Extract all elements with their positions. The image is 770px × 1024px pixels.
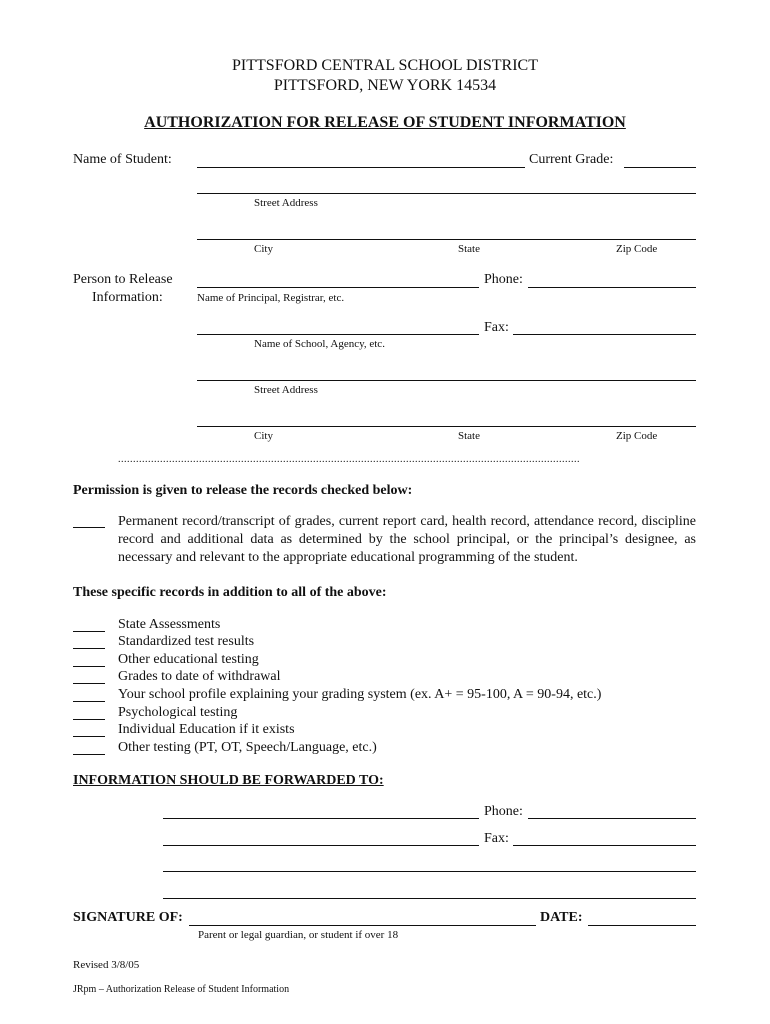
record-checkbox[interactable]: [73, 683, 105, 684]
record-item: Standardized test results: [118, 634, 255, 649]
principal-caption: Name of Principal, Registrar, etc.: [197, 292, 345, 304]
record-item: Individual Education if it exists: [118, 722, 295, 737]
student-state-caption: State: [458, 243, 480, 255]
school-name-field[interactable]: [197, 334, 479, 335]
release-zip-caption: Zip Code: [616, 430, 658, 442]
release-city-state-zip-field[interactable]: [197, 426, 696, 427]
release-phone-field[interactable]: [528, 287, 696, 288]
student-city-caption: City: [254, 243, 273, 255]
release-city-caption: City: [254, 430, 273, 442]
release-street-field[interactable]: [197, 380, 696, 381]
permission-heading: Permission is given to release the records checked below:: [73, 483, 413, 498]
forward-fax-field[interactable]: [513, 845, 696, 846]
signature-caption: Parent or legal guardian, or student if over 18: [198, 929, 399, 941]
form-title: AUTHORIZATION FOR RELEASE OF STUDENT INFORMATION: [144, 114, 626, 131]
permission-checkbox[interactable]: [73, 527, 105, 528]
record-checkbox[interactable]: [73, 631, 105, 632]
school-caption: Name of School, Agency, etc.: [254, 338, 385, 350]
student-street-field[interactable]: [197, 193, 696, 194]
forward-heading: INFORMATION SHOULD BE FORWARDED TO:: [73, 773, 384, 788]
district-address: PITTSFORD, NEW YORK 14534: [273, 77, 497, 94]
forward-address-field[interactable]: [163, 871, 696, 872]
dotted-separator: ..........................................................................................................................................................: [118, 454, 580, 465]
principal-name-field[interactable]: [197, 287, 479, 288]
student-street-caption: Street Address: [254, 197, 318, 209]
release-phone-label: Phone:: [484, 272, 523, 287]
forward-school-field[interactable]: [163, 845, 479, 846]
release-state-caption: State: [458, 430, 480, 442]
current-grade-label: Current Grade:: [529, 152, 614, 167]
release-street-caption: Street Address: [254, 384, 318, 396]
record-item: Psychological testing: [118, 705, 238, 720]
current-grade-field[interactable]: [624, 167, 696, 168]
document-id: JRpm – Authorization Release of Student Information: [73, 984, 290, 995]
district-name: PITTSFORD CENTRAL SCHOOL DISTRICT: [232, 57, 538, 74]
signature-field[interactable]: [189, 925, 536, 926]
student-city-state-zip-field[interactable]: [197, 239, 696, 240]
signature-label: SIGNATURE OF:: [73, 910, 183, 925]
record-item: Other testing (PT, OT, Speech/Language, etc.): [118, 740, 377, 755]
student-name-field[interactable]: [197, 167, 525, 168]
specific-records-heading: These specific records in addition to all of the above:: [73, 585, 387, 600]
student-name-label: Name of Student:: [73, 152, 172, 167]
record-item: Other educational testing: [118, 652, 259, 667]
record-checkbox[interactable]: [73, 719, 105, 720]
record-item: Your school profile explaining your grading system (ex. A+ = 95-100, A = 90-94, etc.): [118, 687, 602, 702]
release-fax-field[interactable]: [513, 334, 696, 335]
release-person-label: Person to Release: [73, 272, 173, 287]
record-item: Grades to date of withdrawal: [118, 669, 281, 684]
record-item: State Assessments: [118, 617, 221, 632]
forward-name-field[interactable]: [163, 818, 479, 819]
release-fax-label: Fax:: [484, 320, 509, 335]
record-checkbox[interactable]: [73, 701, 105, 702]
record-checkbox[interactable]: [73, 736, 105, 737]
permission-text: Permanent record/transcript of grades, current report card, health record, attendance record, discipline record and additional data as determined by the school principal, or the principal’s designee, as necessary and relevant to the appropriate educational programming of the student.: [118, 514, 696, 565]
record-checkbox[interactable]: [73, 666, 105, 667]
date-label: DATE:: [540, 910, 583, 925]
forward-fax-label: Fax:: [484, 831, 509, 846]
student-zip-caption: Zip Code: [616, 243, 658, 255]
revised-date: Revised 3/8/05: [73, 959, 140, 971]
forward-phone-label: Phone:: [484, 804, 523, 819]
forward-city-field[interactable]: [163, 898, 696, 899]
record-checkbox[interactable]: [73, 754, 105, 755]
record-checkbox[interactable]: [73, 648, 105, 649]
forward-phone-field[interactable]: [528, 818, 696, 819]
date-field[interactable]: [588, 925, 696, 926]
release-person-label-2: Information:: [92, 290, 163, 305]
